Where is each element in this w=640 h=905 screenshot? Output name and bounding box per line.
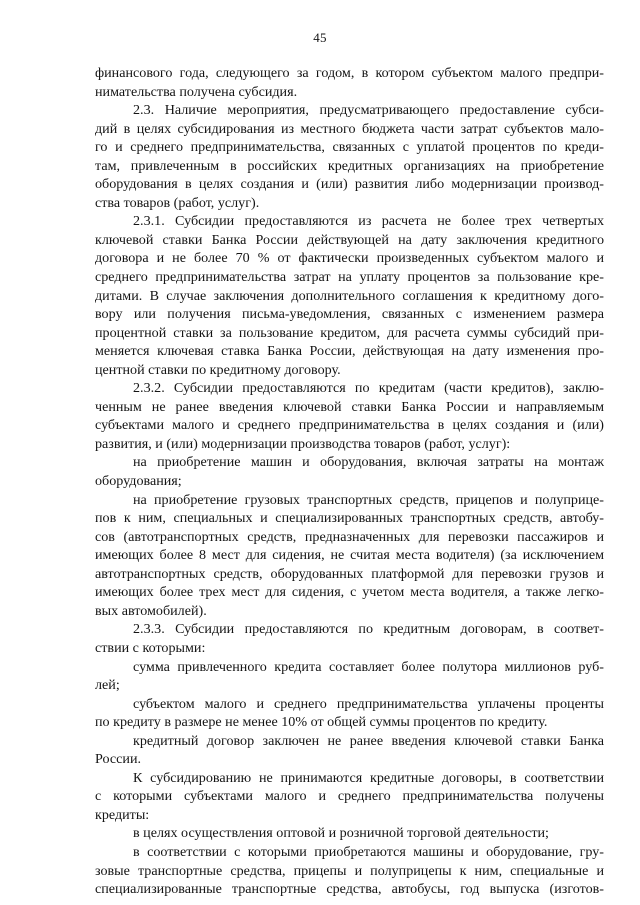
text-line: зовые транспортные средства, прицепы и полуприцепы к ним, специальные и: [95, 862, 604, 879]
text-line: ствии с которыми:: [95, 639, 206, 656]
text-line: по кредиту в размере не менее 10% от общей суммы процентов по кредиту.: [95, 714, 548, 731]
text-line: го и среднего предпринимательства, связанных с уплатой процентов по креди-: [95, 139, 604, 156]
text-line: дитами. В случае заключения дополнительного соглашения к кредитному дого-: [95, 287, 604, 304]
text-line: развития, и (или) модернизации производства товаров (работ, услуг):: [95, 435, 511, 452]
text-line: оборудования;: [95, 473, 182, 490]
text-line: ключевой ставки Банка России действующей на дату заключения кредитного: [95, 231, 604, 248]
text-line: меняется ключевая ставка Банка России, действующая на дату изменения про-: [95, 343, 604, 360]
text-line: на приобретение грузовых транспортных средств, прицепов и полуприце-: [133, 491, 604, 508]
text-line: ства товаров (работ, услуг).: [95, 194, 260, 211]
text-line: договора и не более 70 % от фактически произведенных субъектом малого и: [95, 250, 604, 267]
text-line: дий в целях субсидирования из местного бюджета части затрат субъектов мало-: [95, 120, 604, 137]
text-line: пов к ним, специальных и специализированных транспортных средств, автобу-: [95, 510, 604, 527]
text-line: в соответствии с которыми приобретаются машины и оборудование, гру-: [133, 843, 604, 860]
text-line: субъектом малого и среднего предпринимательства уплачены проценты: [133, 695, 604, 712]
text-line: лей;: [95, 677, 120, 694]
text-line: 2.3. Наличие мероприятия, предусматривающего предоставление субси-: [133, 102, 604, 119]
document-body: [95, 64, 604, 899]
text-line: автотранспортных средств, оборудованных платформой для перевозки грузов и: [95, 565, 604, 582]
text-line: имеющих более 8 мест для сидения, не считая места водителя) (за исключением: [95, 547, 604, 564]
text-line: нимательства получена субсидия.: [95, 83, 298, 100]
text-line: кредиты:: [95, 806, 150, 823]
text-line: 2.3.1. Субсидии предоставляются из расчета не более трех четвертых: [133, 213, 604, 230]
text-line: 2.3.2. Субсидии предоставляются по кредитам (части кредитов), заклю-: [133, 380, 604, 397]
text-line: имеющих более трех мест для сидения, с учетом места водителя, а также легко-: [95, 584, 604, 601]
text-line: сов (автотранспортных средств, предназначенных для перевозки пассажиров и: [95, 528, 604, 545]
text-line: процентной ставки за пользование кредитом, для расчета суммы субсидий при-: [95, 324, 604, 341]
text-line: К субсидированию не принимаются кредитные договоры, в соответствии: [133, 769, 604, 786]
page-number: 45: [313, 30, 327, 45]
text-line: вору или получения письма-уведомления, связанных с изменением размера: [95, 306, 604, 323]
text-line: там, привлеченным в российских кредитных организациях на приобретение: [95, 157, 604, 174]
text-line: в целях осуществления оптовой и розничной торговой деятельности;: [133, 825, 549, 842]
text-line: финансового года, следующего за годом, в котором субъектом малого предпри-: [95, 65, 604, 81]
text-line: специализированные транспортные средства, автобусы, год выпуска (изготов-: [95, 881, 604, 898]
text-line: вых автомобилей).: [95, 602, 207, 619]
text-line: сумма привлеченного кредита составляет более полутора миллионов руб-: [133, 658, 604, 675]
text-line: ченным не ранее введения ключевой ставки Банка России и направляемым: [95, 398, 604, 415]
text-line: России.: [95, 751, 142, 768]
text-line: оборудования в целях создания и (или) развития либо модернизации производ-: [95, 176, 604, 193]
text-line: субъектами малого и среднего предпринимательства в целях создания и (или): [95, 417, 604, 434]
text-line: среднего предпринимательства затрат на уплату процентов за пользование кре-: [95, 269, 604, 286]
text-line: центной ставки по кредитному договору.: [95, 361, 341, 378]
text-line: на приобретение машин и оборудования, включая затраты на монтаж: [133, 454, 604, 471]
text-line: 2.3.3. Субсидии предоставляются по кредитным договорам, в соответ-: [133, 621, 604, 638]
text-line: с которыми субъектами малого и среднего предпринимательства получены: [95, 788, 604, 805]
text-line: кредитный договор заключен не ранее введения ключевой ставки Банка: [133, 732, 604, 749]
